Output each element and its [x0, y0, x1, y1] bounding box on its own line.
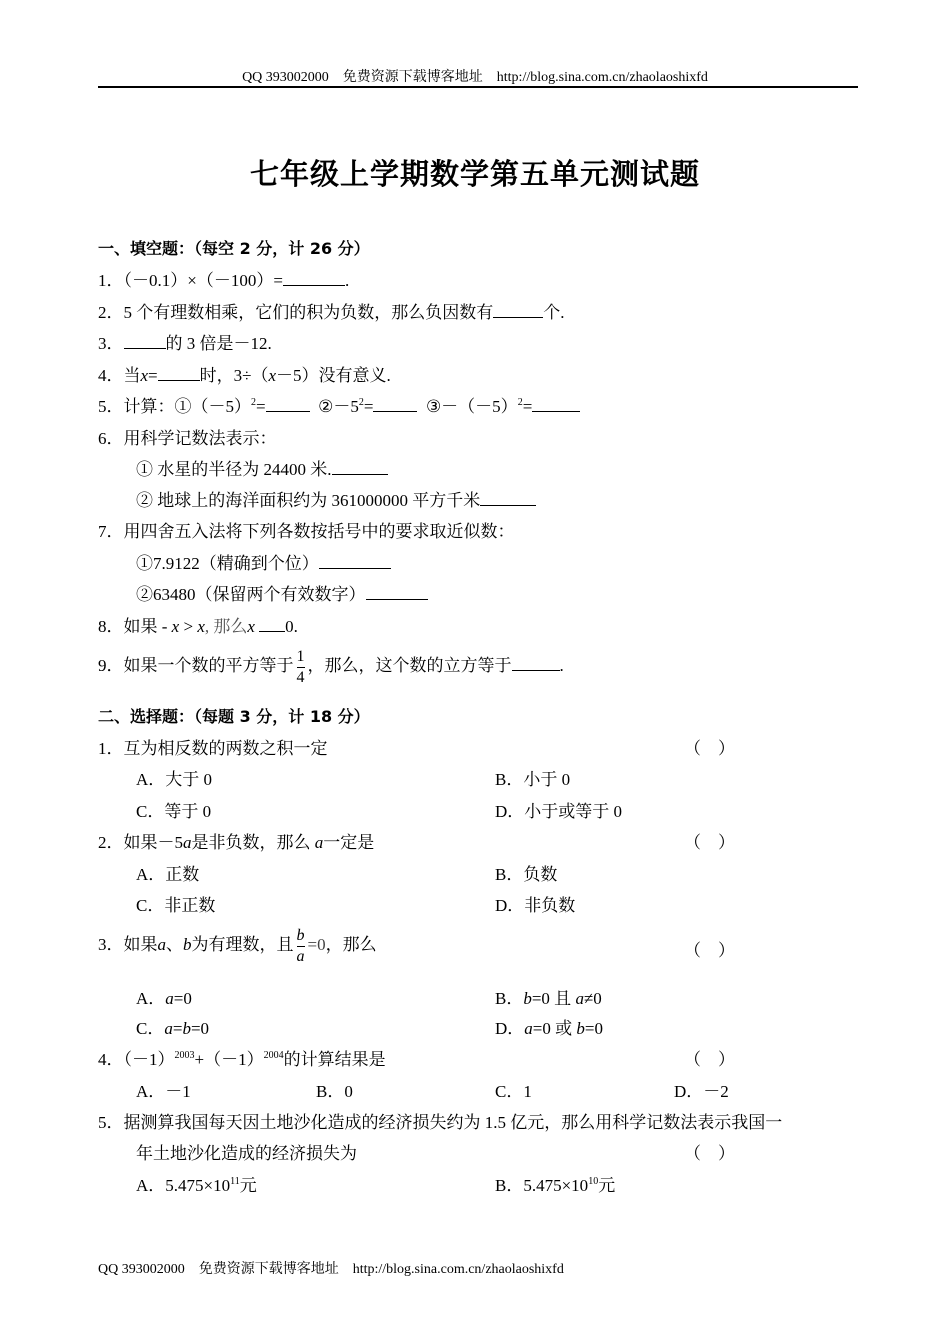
answer-blank[interactable] [366, 585, 428, 600]
answer-paren[interactable]: （ ） [684, 1050, 735, 1069]
answer-blank[interactable] [158, 366, 200, 381]
answer-blank[interactable] [124, 334, 166, 349]
choice-q1: 1．互为相反数的两数之积一定 [98, 739, 328, 758]
answer-blank[interactable] [373, 397, 417, 412]
fill-q3: 3． 的 3 倍是－12. [98, 334, 272, 353]
choice-q1-d[interactable]: D．小于或等于 0 [495, 802, 623, 821]
choice-q5-b[interactable]: B．$5.475\times 10^{10}$元 [495, 1176, 616, 1195]
choice-q4-a[interactable]: A．－1 [136, 1082, 191, 1101]
answer-paren[interactable]: （ ） [684, 941, 735, 960]
fill-q6-1: ① 水星的半径为 24400 米. [136, 455, 388, 480]
choice-q1-b[interactable]: B．小于 0 [495, 770, 571, 789]
fraction-b-over-a: $\frac{b}{a}$ [296, 926, 305, 965]
choice-q4-c[interactable]: C．1 [495, 1082, 532, 1101]
fraction-one-quarter: $\frac{1}{4}$ [296, 647, 305, 686]
choice-q1-c[interactable]: C．等于 0 [136, 802, 212, 821]
answer-blank[interactable] [319, 554, 391, 569]
answer-blank[interactable] [266, 397, 310, 412]
fill-q7: 7．用四舍五入法将下列各数按括号中的要求取近似数： [98, 522, 515, 541]
fill-q4: 4．当x= 时，3÷（x－5）没有意义. [98, 366, 391, 385]
choice-q1-a[interactable]: A．大于 0 [136, 770, 213, 789]
page-title: 七年级上学期数学第五单元测试题 [249, 157, 700, 191]
choice-q5-line1: 5．据测算我国每天因土地沙化造成的经济损失约为 1.5 亿元，那么用科学记数法表示我国一 [98, 1113, 783, 1132]
choice-q3-c[interactable]: C．a=b=0 [136, 1019, 210, 1038]
page-footer: QQ 393002000 免费资源下载博客地址 http://blog.sina.com.cn/zhaolaoshixfd [98, 1262, 564, 1277]
answer-blank[interactable] [283, 271, 345, 286]
answer-blank[interactable] [512, 656, 560, 671]
choice-q3-b[interactable]: B．b=0 且 a≠0 [495, 989, 602, 1008]
fill-q1: 1．（－0.1）×（－100）= . [98, 271, 350, 290]
choice-q3-d[interactable]: D．a=0 或 b=0 [495, 1019, 603, 1038]
fill-q9: 9．如果一个数的平方等于 $\frac{1}{4}$ ，那么，这个数的立方等于 . [98, 647, 564, 686]
fill-q6: 6．用科学记数法表示： [98, 429, 277, 448]
fill-q2: 2．5 个有理数相乘，它们的积为负数，那么负因数有 个. [98, 303, 565, 322]
answer-blank[interactable] [259, 617, 285, 632]
fill-q5: 5．计算：$①(-5)^2=$ $②-5^2=$ $③-(-5)^2=$ [98, 392, 580, 417]
header-rule [98, 86, 858, 88]
section-2-heading: 二、选择题：（每题 3 分，计 18 分） [98, 707, 370, 726]
answer-blank[interactable] [332, 460, 388, 475]
answer-blank[interactable] [480, 491, 536, 506]
choice-q2-a[interactable]: A．正数 [136, 865, 200, 884]
page-header: QQ 393002000 免费资源下载博客地址 http://blog.sina.com.cn/zhaolaoshixfd [242, 70, 708, 85]
section-1-heading: 一、填空题：（每空 2 分，计 26 分） [98, 239, 370, 258]
fill-q8: 8．如果 - x > x, 那么x 0. [98, 617, 298, 636]
choice-q3: 3．如果a、b为有理数，且 $\frac{b}{a}$ =0，那么 [98, 926, 377, 965]
fill-q6-2: ② 地球上的海洋面积约为 361000000 平方千米 [136, 486, 536, 511]
choice-q2: 2．如果－5a是非负数，那么 a一定是 [98, 833, 375, 852]
choice-q2-d[interactable]: D．非负数 [495, 896, 576, 915]
answer-paren[interactable]: （ ） [684, 739, 735, 758]
answer-blank[interactable] [532, 397, 580, 412]
answer-paren[interactable]: （ ） [684, 833, 735, 852]
choice-q2-b[interactable]: B．负数 [495, 865, 558, 884]
choice-q4-d[interactable]: D．－2 [674, 1082, 729, 1101]
answer-paren[interactable]: （ ） [684, 1144, 735, 1163]
choice-q4: 4．$(-1)^{2003}+(-1)^{2004}$的计算结果是 [98, 1050, 386, 1069]
choice-q5-line2: 年土地沙化造成的经济损失为 [136, 1144, 357, 1163]
choice-q4-b[interactable]: B．0 [316, 1082, 353, 1101]
choice-q3-a[interactable]: A．a=0 [136, 989, 192, 1008]
choice-q5-a[interactable]: A．$5.475\times 10^{11}$元 [136, 1176, 257, 1195]
fill-q7-2: ②63480（保留两个有效数字） [136, 580, 428, 605]
answer-blank[interactable] [493, 303, 543, 318]
fill-q7-1: ①7.9122（精确到个位） [136, 549, 391, 574]
choice-q2-c[interactable]: C．非正数 [136, 896, 216, 915]
